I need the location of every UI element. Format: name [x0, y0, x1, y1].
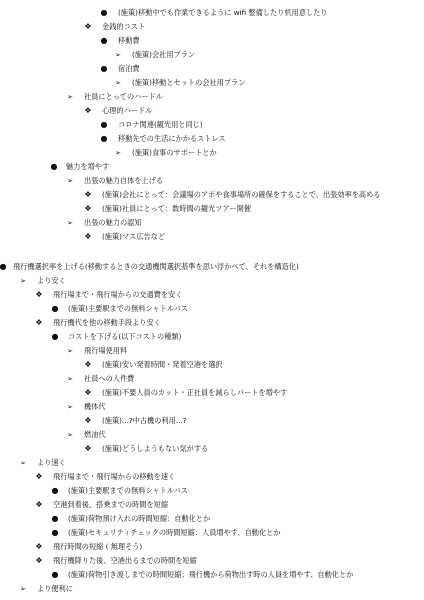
outline-item: [0, 91, 424, 103]
outline-item: [0, 429, 424, 441]
outline-item: [0, 217, 424, 229]
outline-item-text: 移動費: [118, 36, 140, 45]
bullet-dot-icon: ●: [0, 262, 7, 271]
outline-item-text: より速く: [37, 458, 66, 467]
outline-item: [0, 401, 424, 413]
outline-item-text: (施策)どうしようもない気がする: [102, 444, 209, 453]
outline-item: [0, 541, 424, 553]
outline-item: [0, 303, 424, 315]
outline-item-text: 社員への人件費: [84, 374, 135, 383]
outline-item-text: 飛行機代を他の移動手段より安く: [53, 318, 161, 327]
bullet-diamond-icon: ❖: [84, 106, 92, 115]
bullet-arrow-icon: ➢: [67, 431, 73, 439]
outline-item-text: (施策)主要駅までの無料シャトルバス: [68, 304, 188, 313]
outline-item-text: より安く: [37, 276, 66, 285]
bullet-arrow-icon: ➢: [67, 375, 73, 383]
outline-item-text: 空港到着後、搭乗までの時間を短縮: [53, 500, 169, 509]
bullet-diamond-icon: ❖: [35, 500, 43, 509]
bullet-dot-icon: ●: [100, 134, 108, 143]
outline-item-text: 飛行場使用料: [84, 346, 128, 355]
bullet-dot-icon: ●: [100, 8, 108, 17]
outline-item-text: 飛行機選択率を上げる(移動するときの交通機関選択基準を思い浮かべて、それを構造化): [13, 262, 299, 271]
bullet-arrow-icon: ➢: [67, 177, 73, 185]
outline-item-text: (施策)移動中でも作業できるように wifi 整備したり机用意したり: [118, 8, 328, 17]
bullet-diamond-icon: ❖: [35, 318, 43, 327]
outline-item-text: 燃油代: [84, 430, 106, 439]
outline-item: [0, 21, 424, 33]
outline-item-text: (施策)...?中古機の利用...?: [102, 416, 187, 425]
bullet-diamond-icon: ❖: [35, 542, 43, 551]
bullet-arrow-icon: ➢: [20, 277, 26, 285]
bullet-arrow-icon: ➢: [20, 585, 26, 593]
outline-item: [0, 345, 424, 357]
outline-item-text: (施策)マス広告など: [102, 232, 166, 241]
outline-item-text: 飛行時間の短縮 ( 無理そう): [53, 542, 143, 551]
outline-item-text: コロナ関連(観光用と同じ): [118, 120, 203, 129]
outline-item: [0, 35, 424, 47]
bullet-dot-icon: ●: [51, 514, 59, 523]
bullet-dot-icon: ●: [51, 304, 59, 313]
outline-item: [0, 203, 424, 215]
outline-item: [0, 555, 424, 567]
bullet-arrow-icon: ➢: [67, 403, 73, 411]
bullet-dot-icon: ●: [100, 36, 108, 45]
outline-item: [0, 317, 424, 329]
outline-item-text: (施策)会社用プラン: [132, 50, 196, 59]
outline-item: [0, 133, 424, 145]
outline-item-text: 心理的ハードル: [102, 106, 153, 115]
bullet-diamond-icon: ❖: [84, 190, 92, 199]
outline-item: [0, 189, 424, 201]
outline-item: [0, 289, 424, 301]
outline-item-text: 飛行場まで・飛行場からの交通費を安く: [53, 290, 183, 299]
outline-item-text: (施策)移動とセットの会社用プラン: [132, 78, 246, 87]
outline-item-text: 飛行場まで・飛行場からの移動を速く: [53, 472, 176, 481]
outline-item-text: より便利に: [37, 584, 73, 593]
outline-item: [0, 261, 424, 273]
bullet-diamond-icon: ❖: [84, 416, 92, 425]
bullet-arrow-icon: ➢: [67, 93, 73, 101]
bullet-arrow-icon: ➢: [20, 459, 26, 467]
outline-item-text: 飛行機降りた後、空港出るまでの時間を短縮: [53, 556, 197, 565]
outline-item: [0, 415, 424, 427]
outline-item: [0, 527, 424, 539]
bullet-diamond-icon: ❖: [84, 444, 92, 453]
outline-item: [0, 443, 424, 455]
outline-item: [0, 583, 424, 595]
outline-item: [0, 471, 424, 483]
outline-item: [0, 457, 424, 469]
outline-item: [0, 7, 424, 19]
outline-item: [0, 63, 424, 75]
outline-item: [0, 119, 424, 131]
outline-item-text: 魅力を増やす: [66, 162, 110, 171]
outline-item: [0, 569, 424, 581]
outline-item-text: 金銭的コスト: [102, 22, 146, 31]
bullet-dot-icon: ●: [51, 486, 59, 495]
outline-item-text: (施策)セキュリティチェックの時間短縮：人員増やす、自動化とか: [68, 528, 281, 537]
outline-item-text: コストを下げる(以下コストの種類): [68, 332, 182, 341]
bullet-arrow-icon: ➢: [67, 347, 73, 355]
bullet-dot-icon: ●: [100, 64, 108, 73]
outline-item: [0, 231, 424, 243]
outline-item: [0, 147, 424, 159]
bullet-diamond-icon: ❖: [84, 204, 92, 213]
bullet-arrow-icon: ➢: [67, 219, 73, 227]
outline-item-text: 宿泊費: [118, 64, 140, 73]
outline-item-text: (施策)不要人員のカット・正社員を減らしパートを増やす: [102, 388, 288, 397]
bullet-diamond-icon: ❖: [35, 556, 43, 565]
outline-item-text: (施策)食事のサポートとか: [132, 148, 217, 157]
outline-item-text: 出張の魅力自体を上げる: [84, 176, 164, 185]
bullet-dot-icon: ●: [51, 570, 59, 579]
outline-item-text: 出張の魅力の認知: [84, 218, 142, 227]
outline-item: [0, 331, 424, 343]
bullet-diamond-icon: ❖: [84, 22, 92, 31]
outline-item: [0, 175, 424, 187]
outline-item: [0, 513, 424, 525]
outline-item-text: (施策)会社にとって：会議場のアポや食事場所の確保をすることで、出張効率を高める: [102, 190, 381, 199]
bullet-diamond-icon: ❖: [84, 232, 92, 241]
bullet-diamond-icon: ❖: [35, 290, 43, 299]
outline-item-text: 社員にとってのハードル: [84, 92, 163, 101]
outline-item: [0, 275, 424, 287]
bullet-arrow-icon: ➢: [115, 51, 121, 59]
bullet-dot-icon: ●: [51, 332, 59, 341]
outline-item-text: 機体代: [84, 402, 106, 411]
outline-item: [0, 373, 424, 385]
bullet-diamond-icon: ❖: [84, 360, 92, 369]
outline-item-text: (施策)主要駅までの無料シャトルバス: [68, 486, 188, 495]
outline-item: [0, 105, 424, 117]
outline-item: [0, 499, 424, 511]
outline-item: [0, 49, 424, 61]
bullet-diamond-icon: ❖: [35, 472, 43, 481]
outline-item: [0, 485, 424, 497]
outline-item-text: (施策)社員にとって：数時間の観光ツアー開催: [102, 204, 252, 213]
outline-item-text: (施策)荷物預け入れの時間短縮：自動化とか: [68, 514, 211, 523]
bullet-arrow-icon: ➢: [115, 79, 121, 87]
outline-item-text: (施策)荷物引き渡しまでの時間短縮；飛行機から荷物出す時の人員を増やす、自動化とか: [68, 570, 354, 579]
outline-item: [0, 161, 424, 173]
bullet-arrow-icon: ➢: [115, 149, 121, 157]
outline-item: [0, 359, 424, 371]
bullet-diamond-icon: ❖: [84, 388, 92, 397]
outline-item-text: 移動先での生活にかかるストレス: [118, 134, 226, 143]
bullet-dot-icon: ●: [51, 528, 59, 537]
outline-item: [0, 387, 424, 399]
outline-item-text: (施策)安い発着時間・発着空港を選択: [102, 360, 223, 369]
bullet-dot-icon: ●: [100, 120, 108, 129]
outline-item: [0, 77, 424, 89]
bullet-dot-icon: ●: [50, 162, 58, 171]
